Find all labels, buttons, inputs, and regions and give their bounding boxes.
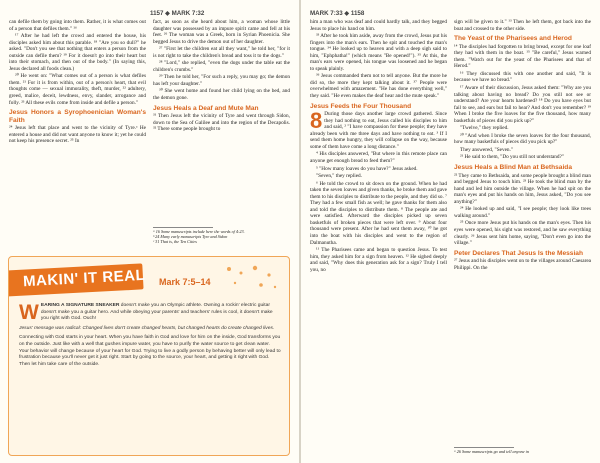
right-running-header: MARK 7:33 ◆ 1158: [310, 10, 365, 17]
paragraph: ⁴ His disciples answered, "But where in this remote place can anyone get enough bread to feed them?": [310, 151, 447, 164]
right-column-2: [454, 19, 591, 272]
paragraph: ³³ After he took him aside, away from the crowd, Jesus put his fingers into the man's ears. Then he spit and touched the man's tongue. ³⁴ He looked up to heaven and with a deep sigh said to him, "Ephphatha!" (which means "Be opened!"). ³⁵ At this, the man's ears were opened, his tongue was loosened and he began to speak plainly.: [310, 33, 447, 72]
paragraph: ²⁷ Jesus and his disciples went on to the villages around Caesarea Philippi. On the: [454, 258, 591, 271]
paragraph: ²² They came to Bethsaida, and some people brought a blind man and begged Jesus to touch him. ²³ He took the blind man by the hand and led him outside the village. When he had spit on the man's eyes and put his hands on him, Jesus asked, "Do you see anything?": [454, 172, 591, 205]
paragraph: him a man who was deaf and could hardly talk, and they begged Jesus to place his hand on him.: [310, 19, 447, 32]
paragraph: ¹⁷ Aware of their discussion, Jesus asked them: "Why are you talking about having no bread? Do you still not see or understand? Are your hearts hardened? ¹⁸ Do you have eyes but fail to see, and ears but fail to hear? And don't you remember? ¹⁹ When I broke the five loaves for the five thousand, how many basketfuls of pieces did you pick up?": [454, 84, 591, 124]
box-paragraph: Jesus' message was radical: Changed lives don't create changed hearts, but changed hearts do create changed lives.: [19, 325, 275, 331]
paragraph: ²⁷ "First let the children eat all they want," he told her, "for it is not right to take the children's bread and toss it to the dogs.": [153, 46, 290, 59]
paragraph: ²⁸ "Lord," she replied, "even the dogs under the table eat the children's crumbs.": [153, 60, 290, 73]
section-heading: Peter Declares That Jesus Is the Messiah: [454, 249, 584, 257]
box-paragraph: [19, 303, 281, 323]
footnote: ᶜ 31 That is, the Ten Cities: [153, 239, 197, 245]
section-heading: The Yeast of the Pharisees and Herod: [454, 35, 572, 43]
footnote-rule: [153, 227, 213, 228]
paragraph: ²⁴ Jesus left that place and went to the vicinity of Tyre.ᵃ He entered a house and did not want anyone to know it; yet he could not keep his presence secret. ²⁵ In: [9, 125, 146, 145]
left-footnotes: [153, 229, 290, 244]
box-body: [19, 303, 281, 371]
paragraph: [310, 108, 447, 150]
paragraph: ²⁰ He went on: "What comes out of a person is what defiles them. ²¹ For it is from within, out of a person's heart, that evil thoughts come — sexual immorality, theft, murder, ²² adultery, greed, malice, deceit, lewdness, envy, slander, arrogance and folly. ²³ All these evils come from inside and defile a person.": [9, 73, 146, 106]
box-paragraph: Connecting with God starts in your heart. When you have faith in God and love for him on the inside, God transforms you on the outside. Just like with a well that gushes impure water, you have to purify the water source to get clean water. Your behavior will change because of your heart for God. Trying to live a godly person by behaving better will only lead to frustration because you'll never get it just right. Start by going to the source, your heart, and getting it right with God. Then let him take care of the outside.: [19, 335, 281, 367]
right-column-1: [310, 19, 447, 274]
makin-it-real-box: [8, 256, 290, 456]
paragraph: sign will be given to it." ¹³ Then he left them, got back into the boat and crossed to the other side.: [454, 19, 591, 32]
paragraph: They answered, "Seven.": [460, 146, 513, 153]
left-page: [0, 0, 299, 463]
paragraph: ³⁶ Jesus commanded them not to tell anyone. But the more he did so, the more they kept talking about it. ³⁷ People were overwhelmed with amazement. "He has done everything well," they said. "He even makes the deaf hear and the mute speak.": [310, 73, 447, 100]
section-heading: Jesus Heals a Deaf and Mute Man: [153, 104, 259, 112]
paragraph: ¹⁷ After he had left the crowd and entered the house, his disciples asked him about this parable. ¹⁸ "Are you so dull?" he asked. "Don't you see that nothing that enters a person from the outside can defile them? ¹⁹ For it doesn't go into their heart but into their stomach, and then out of the body." (In saying this, Jesus declared all foods clean.): [9, 33, 146, 72]
paragraph: ²⁹ Then he told her, "For such a reply, you may go; the demon has left your daughter.": [153, 74, 290, 87]
section-heading: Jesus Heals a Blind Man at Bethsaida: [454, 163, 572, 171]
box-banner-title: MAKIN' IT REAL: [22, 266, 146, 291]
paragraph: "Seven," they replied.: [316, 173, 362, 180]
section-heading: Jesus Feeds the Four Thousand: [310, 102, 412, 110]
paragraph: ¹⁴ The disciples had forgotten to bring bread, except for one loaf they had with them in the boat. ¹⁵ "Be careful," Jesus warned them. "Watch out for the yeast of the Pharisees and that of Herod.": [454, 43, 591, 70]
paragraph: ³¹ Then Jesus left the vicinity of Tyre and went through Sidon, down to the Sea of Galilee and into the region of the Decapolis. ³² There some people brought to: [153, 113, 290, 133]
box-scripture-reference: Mark 7:5–14: [159, 277, 211, 287]
paragraph-text: During those days another large crowd gathered. Since they had nothing to eat, Jesus called his disciples to him and said, ² "I have compassion for these people; they have already been with me three days and have nothing to eat. ³ If I send them home hungry, they will collapse on the way, because some of them have come a long distance.": [310, 111, 447, 150]
paragraph: ³⁰ She went home and found her child lying on the bed, and the demon gone.: [153, 88, 290, 102]
paragraph: can defile them by going into them. Rather, it is what comes out of a person that defiles them." ¹⁶: [9, 19, 146, 32]
right-page: [301, 0, 600, 463]
footnote: ᵇ 24 Many early manuscripts Tyre and Sidon: [153, 234, 228, 240]
paragraph: "Twelve," they replied.: [460, 125, 509, 132]
footnote-rule: [454, 447, 514, 448]
left-column-2: [153, 19, 290, 134]
paragraph: ⁵ "How many loaves do you have?" Jesus asked.: [316, 165, 418, 172]
paragraph: ¹¹ The Pharisees came and began to question Jesus. To test him, they asked him for a sign from heaven. ¹² He sighed deeply and said, "Why does this generation ask for a sign? Truly I tell you, no: [310, 247, 447, 273]
paragraph: fact, as soon as she heard about him, a woman whose little daughter was possessed by an impure spirit came and fell at his feet. ²⁶ The woman was a Greek, born in Syrian Phoenicia. She begged Jesus to drive the demon out of her daughter.: [153, 19, 290, 45]
decorative-dots-icon: [221, 263, 281, 293]
paragraph: ²⁴ He looked up and said, "I see people; they look like trees walking around.": [454, 206, 591, 219]
paragraph: ²⁵ Once more Jesus put his hands on the man's eyes. Then his eyes were opened, his sight was restored, and he saw everything clearly. ²⁶ Jesus sent him home, saying, "Don't even go into the village.": [454, 220, 591, 247]
footnote: ᵃ 16 Some manuscripts include here the words of 4:23.: [153, 229, 245, 234]
left-running-header: 1157 ◆ MARK 7:32: [150, 10, 205, 17]
paragraph: ²¹ He said to them, "Do you still not understand?": [460, 154, 564, 161]
right-footnote: ᵃ 26 Some manuscripts go and tell anyone in: [454, 449, 529, 454]
section-heading: Jesus Honors a Syrophoenician Woman's Faith: [9, 109, 146, 124]
left-column-1: [9, 19, 146, 146]
box-lead: EARING A SIGNATURE SNEAKER: [40, 303, 120, 308]
drop-cap: W: [19, 301, 39, 324]
chapter-number: 8: [310, 108, 323, 134]
box-text: doesn't make you an Olympic athlete. Owning a rockin' electric guitar doesn't make you a guitar hero. And while obeying your parents' and teachers' rules is cool, it doesn't make you right with God. Ouch!: [40, 303, 273, 322]
paragraph: ⁶ He told the crowd to sit down on the ground. When he had taken the seven loaves and given thanks, he broke them and gave them to his disciples to distribute to the people, and they did so. ⁷ They had a few small fish as well; he gave thanks for them also and told the disciples to distribute them. ⁸ The people ate and were satisfied. Afterward the disciples picked up seven basketfuls of broken pieces that were left over. ⁹ About four thousand were present. After he had sent them away, ¹⁰ he got into the boat with his disciples and went to the region of Dalmanutha.: [310, 180, 447, 246]
paragraph: ¹⁶ They discussed this with one another and said, "It is because we have no bread.": [454, 70, 591, 84]
paragraph: ²⁰ "And when I broke the seven loaves for the four thousand, how many basketfuls of pieces did you pick up?": [454, 132, 591, 146]
